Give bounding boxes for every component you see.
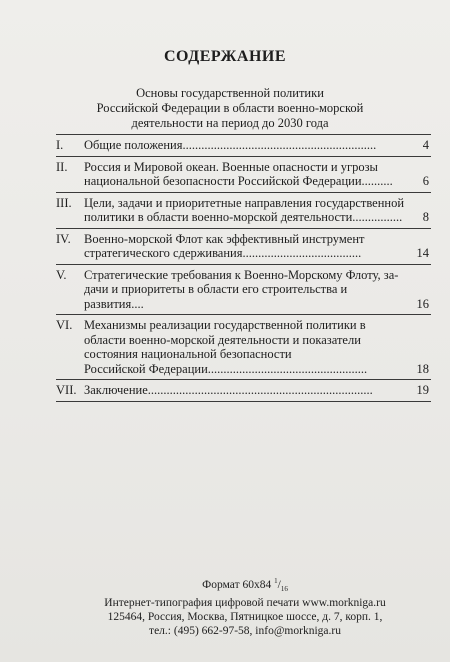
toc-entry-page: 4 xyxy=(422,138,429,152)
toc-entry-line: Заключение........................................................................ xyxy=(84,383,373,397)
toc-entry-line: Российской Федерации................................................... xyxy=(84,361,368,376)
toc-entry-title xyxy=(84,138,431,153)
toc-entry-2 xyxy=(56,157,431,192)
toc-divider xyxy=(56,401,431,402)
toc-entry-title xyxy=(84,268,431,312)
document-subtitle xyxy=(60,86,400,131)
page-title: СОДЕРЖАНИЕ xyxy=(163,48,287,65)
toc-entry-number: II. xyxy=(56,159,68,174)
format-numerator: 1 xyxy=(274,577,278,585)
subtitle-line: Российской Федерации в области военно-морской xyxy=(96,101,364,115)
toc-entry-7 xyxy=(56,380,431,401)
toc-entry-number: I. xyxy=(56,138,64,152)
toc-entry-page: 6 xyxy=(422,174,429,188)
toc-entry-line: состояния национальной безопасности xyxy=(84,347,292,361)
toc-entry-page: 16 xyxy=(416,296,429,311)
imprint-footer xyxy=(70,574,420,638)
format-line: Формат 60x84 $^1/_{16}$ xyxy=(202,577,288,594)
contact-line: тел.: (495) 662-97-58, info@morkniga.ru xyxy=(149,625,341,638)
address-line: 125464, Россия, Москва, Пятницкое шоссе, д. 7, корп. 1, xyxy=(107,611,383,624)
toc-entry-3 xyxy=(56,193,431,228)
format-label: Формат 60x84 xyxy=(202,578,275,591)
toc-entry-line: области военно-морской деятельности и показатели xyxy=(84,332,361,347)
toc-entry-title xyxy=(84,383,431,398)
toc-entry-number: VII. xyxy=(56,383,77,397)
toc-entry-line: Цели, задачи и приоритетные направления государственной xyxy=(84,195,405,210)
subtitle-line: деятельности на период до 2030 года xyxy=(131,116,329,130)
toc-entry-title xyxy=(84,318,431,376)
format-denominator: 16 xyxy=(280,585,288,594)
toc-entry-4 xyxy=(56,229,431,264)
subtitle-line: Основы государственной политики xyxy=(136,86,324,100)
toc-entry-page: 18 xyxy=(416,361,429,376)
toc-entry-number: V. xyxy=(56,267,67,282)
toc-entry-line: стратегического сдерживания...................................... xyxy=(84,246,362,260)
toc-entry-6 xyxy=(56,315,431,379)
toc-entry-line: национальной безопасности Российской Федерации.......... xyxy=(84,174,393,188)
toc-entry-page: 8 xyxy=(422,210,429,224)
toc-entry-5 xyxy=(56,265,431,315)
toc-entry-line: Военно-морской Флот как эффективный инструмент xyxy=(84,231,365,246)
toc-entry-line: Россия и Мировой океан. Военные опасности и угрозы xyxy=(84,159,378,174)
toc-entry-title xyxy=(84,232,431,261)
toc-entry-page: 19 xyxy=(416,383,429,397)
table-of-contents xyxy=(56,134,431,402)
toc-entry-line: политики в области военно-морской деятельности................ xyxy=(84,210,403,224)
printer-line: Интернет-типография цифровой печати www.morkniga.ru xyxy=(104,597,386,610)
toc-entry-1 xyxy=(56,135,431,156)
toc-entry-number: VI. xyxy=(56,318,73,332)
toc-entry-line: Стратегические требования к Военно-Морскому Флоту, за- xyxy=(84,267,399,282)
toc-entry-title xyxy=(84,196,431,225)
toc-entry-number: III. xyxy=(56,195,72,210)
toc-entry-line: Общие положения.............................................................. xyxy=(84,138,377,152)
toc-entry-title xyxy=(84,160,431,189)
toc-entry-number: IV. xyxy=(56,231,71,246)
toc-entry-line: дачи и приоритеты в области его строительства и развития.... xyxy=(84,282,348,311)
toc-entry-line: Механизмы реализации государственной политики в xyxy=(84,318,366,332)
toc-entry-page: 14 xyxy=(416,246,429,260)
